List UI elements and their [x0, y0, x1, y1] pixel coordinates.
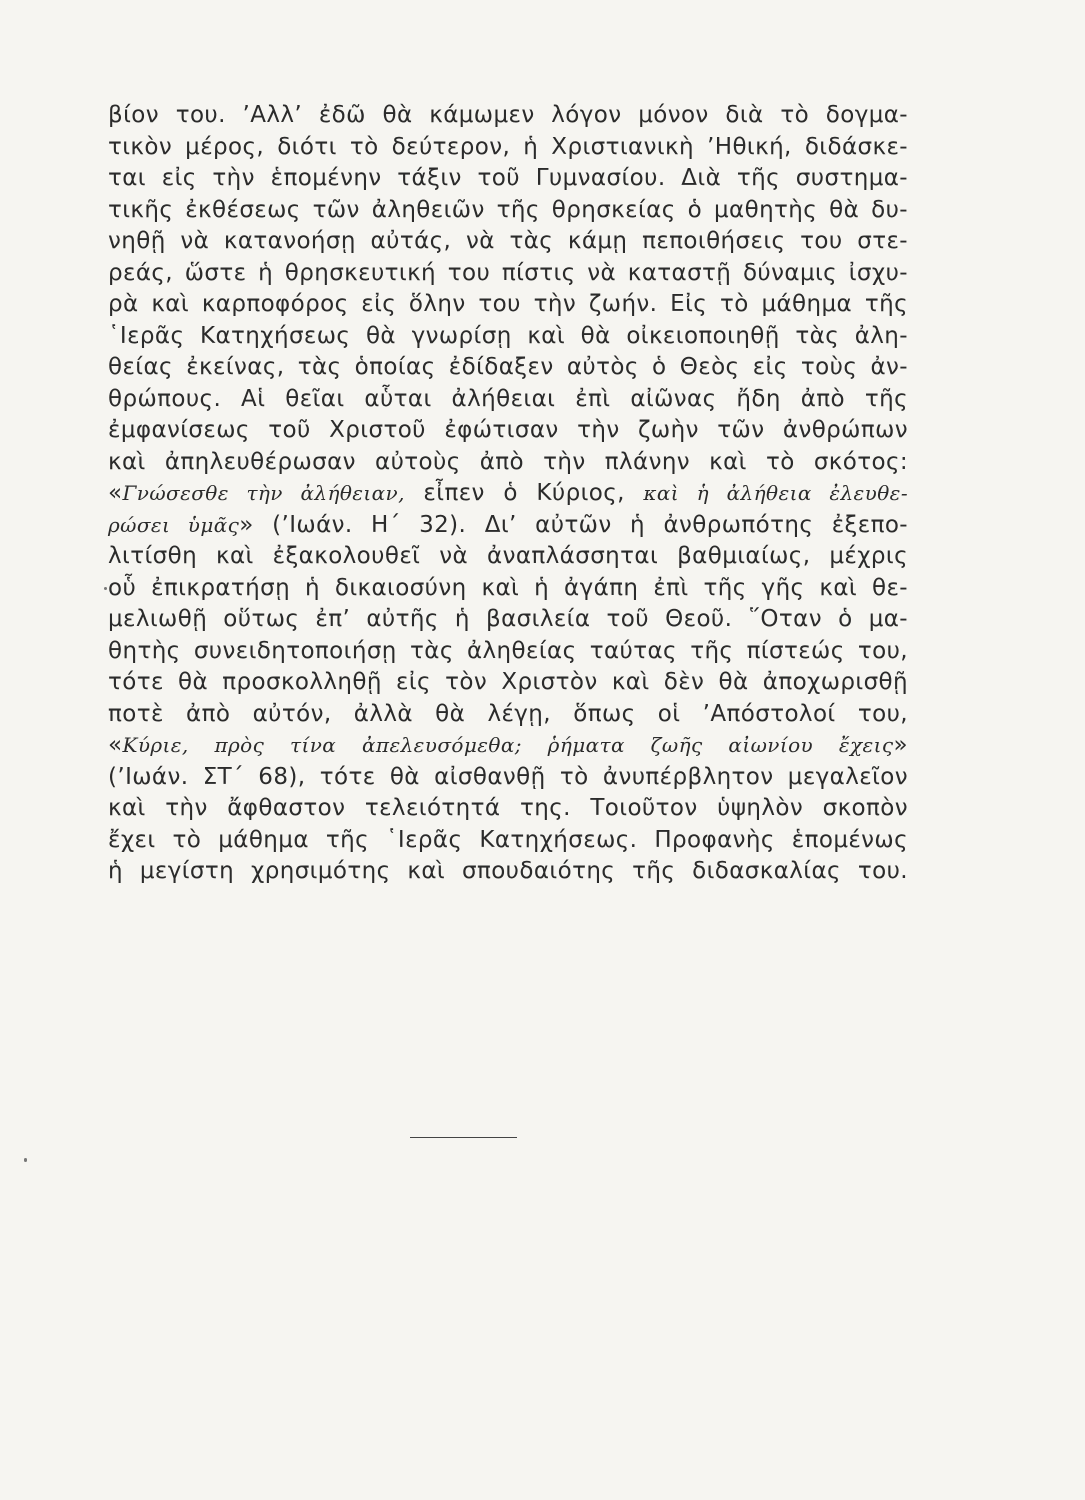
text-line: βίον του. ’Αλλ’ ἐδῶ θὰ κάμωμεν λόγον μόνον διὰ τὸ δογμα-	[108, 102, 908, 128]
text-line: τικὸν μέρος, διότι τὸ δεύτερον, ἡ Χριστιανικὴ ’Ηθική, διδάσκε-	[108, 133, 908, 160]
text-line: θητὴς συνειδητοποιήσῃ τὰς ἀληθείας ταύτας τῆς πίστεώς του,	[108, 637, 908, 664]
text-line: λιτίσθη καὶ ἐξακολουθεῖ νὰ ἀναπλάσσηται βαθμιαίως, μέχρις	[108, 543, 908, 569]
quote-mark: «	[108, 732, 123, 758]
text-line: τότε θὰ προσκολληθῇ εἰς τὸν Χριστὸν καὶ δὲν θὰ ἀποχωρισθῇ	[108, 669, 908, 695]
quote-line	[108, 510, 908, 542]
text-line: ρὰ καὶ καρποφόρος εἰς ὅλην του τὴν ζωήν. Εἰς τὸ μάθημα τῆς	[108, 291, 908, 317]
section-separator-rule	[410, 1137, 517, 1138]
italic-quote: Κύριε, πρὸς τίνα ἀπελευσόμεθα; ῥήματα ζωῆς αἰωνίου ἔχεις	[122, 733, 894, 757]
text-line: ρεάς, ὥστε ἡ θρησκευτική του πίστις νὰ καταστῇ δύναμις ἰσχυ-	[108, 259, 908, 286]
quote-line	[108, 478, 908, 510]
text-line: καὶ τὴν ἄφθαστον τελειότητά της. Τοιοῦτον ὑψηλὸν σκοπὸν	[108, 795, 908, 821]
text-line: (’Ιωάν. ΣΤ΄ 68), τότε θὰ αἰσθανθῇ τὸ ἀνυπέρβλητον μεγαλεῖον	[108, 763, 908, 790]
italic-quote: Γνώσεσθε τὴν ἀλήθειαν,	[122, 481, 405, 505]
text-line: οὗ ἐπικρατήσῃ ἡ δικαιοσύνη καὶ ἡ ἀγάπη ἐπὶ τῆς γῆς καὶ θε-	[108, 574, 908, 601]
text-line: ἐμφανίσεως τοῦ Χριστοῦ ἐφώτισαν τὴν ζωὴν τῶν ἀνθρώπων	[108, 417, 908, 443]
text-line: ἔχει τὸ μάθημα τῆς ῾Ιερᾶς Κατηχήσεως. Προφανὴς ἑπομένως	[108, 826, 908, 853]
line-text: εἶπεν ὁ Κύριος,	[404, 480, 644, 506]
line-text: » (’Ιωάν. Η΄ 32). Δι’ αὐτῶν ἡ ἀνθρωπότης ἐξεπο-	[239, 511, 908, 538]
text-line: καὶ ἀπηλευθέρωσαν αὐτοὺς ἀπὸ τὴν πλάνην καὶ τὸ σκότος:	[108, 448, 908, 475]
quote-mark: «	[108, 480, 123, 506]
italic-quote: ρώσει ὑμᾶς	[108, 512, 240, 537]
text-line: νηθῇ νὰ κατανοήσῃ αὐτάς, νὰ τὰς κάμῃ πεποιθήσεις του στε-	[108, 228, 908, 254]
text-line: ῾Ιερᾶς Κατηχήσεως θὰ γνωρίσῃ καὶ θὰ οἰκειοποιηθῇ τὰς ἀλη-	[108, 322, 908, 349]
scan-speck	[104, 587, 107, 590]
quote-mark: »	[893, 732, 908, 758]
scan-speck	[24, 1158, 27, 1162]
text-line: τικῆς ἐκθέσεως τῶν ἀληθειῶν τῆς θρησκείας ὁ μαθητὴς θὰ δυ-	[108, 196, 908, 223]
text-line: μελιωθῇ οὕτως ἐπ’ αὐτῆς ἡ βασιλεία τοῦ Θεοῦ. ῞Οταν ὁ μα-	[108, 606, 908, 632]
text-line: ται εἰς τὴν ἑπομένην τάξιν τοῦ Γυμνασίου. Διὰ τῆς συστημα-	[108, 165, 908, 191]
body-text	[108, 100, 908, 888]
text-line: ἡ μεγίστη χρησιμότης καὶ σπουδαιότης τῆς διδασκαλίας του.	[108, 858, 908, 884]
italic-quote: καὶ ἡ ἀλήθεια ἐλευθε-	[643, 481, 908, 505]
text-line: ποτὲ ἀπὸ αὐτόν, ἀλλὰ θὰ λέγῃ, ὅπως οἱ ’Απόστολοί του,	[108, 700, 908, 727]
quote-line	[108, 730, 908, 762]
text-line: θρώπους. Αἱ θεῖαι αὗται ἀλήθειαι ἐπὶ αἰῶνας ἤδη ἀπὸ τῆς	[108, 385, 908, 412]
text-line: θείας ἐκείνας, τὰς ὁποίας ἐδίδαξεν αὐτὸς ὁ Θεὸς εἰς τοὺς ἀν-	[108, 354, 908, 380]
